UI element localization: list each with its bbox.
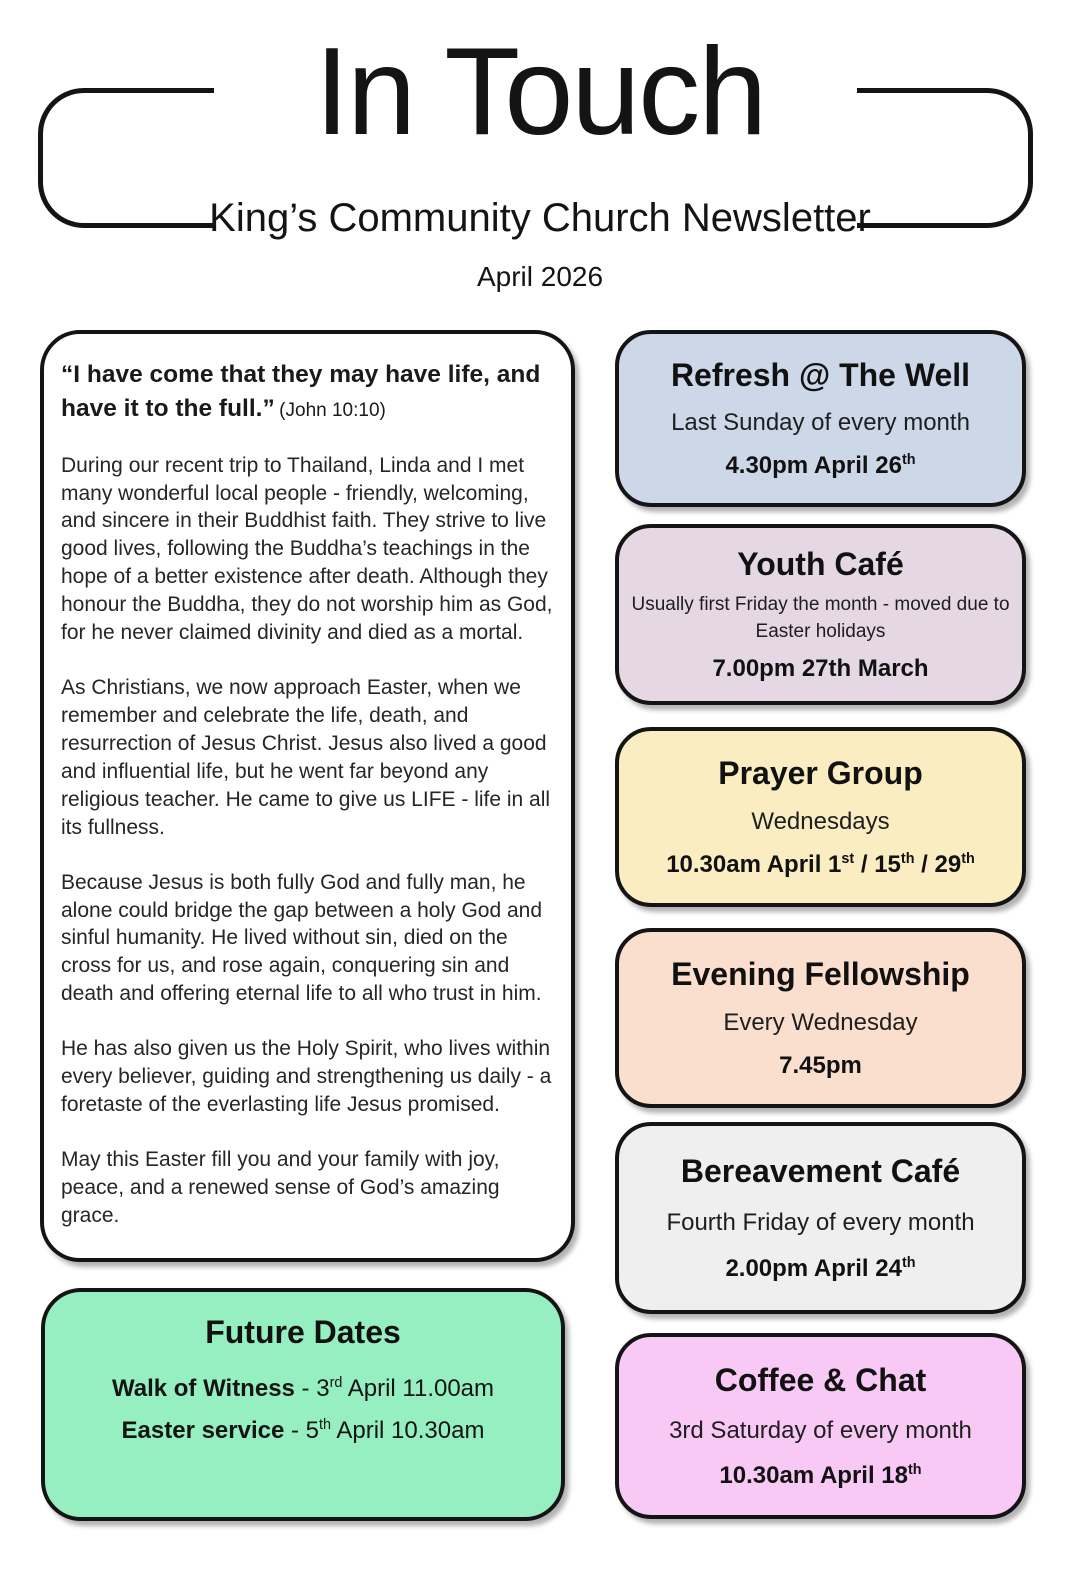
scripture-quote: “I have come that they may have life, and have it to the full.” xyxy=(61,361,541,422)
article-paragraph-4: He has also given us the Holy Spirit, who lives within every believer, guiding and strengthening us daily - a foretaste of the everlasting life Jesus promised. xyxy=(61,1037,552,1117)
event-datetime xyxy=(779,1052,862,1080)
future-date-time: April 10.30am xyxy=(331,1417,485,1444)
event-schedule: Fourth Friday of every month xyxy=(666,1208,975,1236)
ordinal-suffix: th xyxy=(319,1417,332,1433)
ordinal-suffix: st xyxy=(841,851,855,868)
event-datetime-text: 2.00pm April 24 xyxy=(725,1255,902,1283)
event-title: Coffee & Chat xyxy=(714,1362,927,1399)
future-dates-title: Future Dates xyxy=(205,1314,401,1350)
event-datetime-text: 7.45pm xyxy=(779,1052,862,1080)
future-date-time: April 11.00am xyxy=(342,1375,495,1402)
event-schedule: Last Sunday of every month xyxy=(671,409,970,436)
event-title: Refresh @ The Well xyxy=(670,357,971,393)
event-note xyxy=(631,592,1009,645)
future-dates-card xyxy=(41,1288,565,1521)
event-card-youth-cafe xyxy=(615,524,1026,705)
ordinal-suffix: rd xyxy=(329,1375,343,1391)
event-datetime xyxy=(712,655,928,683)
event-datetime-text: 7.00pm 27th March xyxy=(712,655,929,683)
event-datetime-text: 10.30am April 18 xyxy=(719,1461,908,1489)
event-schedule: 3rd Saturday of every month xyxy=(669,1416,972,1444)
future-date-item-easter-service xyxy=(45,1417,561,1445)
event-card-refresh-at-the-well xyxy=(615,330,1026,507)
ordinal-suffix: th xyxy=(901,1255,916,1272)
event-card-prayer-group xyxy=(615,727,1026,907)
future-date-event-name: Walk of Witness xyxy=(111,1375,295,1402)
event-datetime-text: 10.30am April 1 xyxy=(666,851,842,879)
pastoral-letter-card xyxy=(40,330,575,1262)
event-title: Bereavement Café xyxy=(680,1152,961,1189)
issue-date: April 2026 xyxy=(476,261,604,292)
article-paragraph-3: Because Jesus is both fully God and fully man, he alone could bridge the gap between a holy God and sinful humanity. He lived without sin, died on the cross for us, and rose again, conquering sin and death and offering eternal life to all who trust in him. xyxy=(61,870,543,1006)
event-datetime-text: 4.30pm April 26 xyxy=(725,452,902,479)
event-schedule: Wednesdays xyxy=(751,807,890,835)
scripture-reference: (John 10:10) xyxy=(279,399,386,421)
future-date-event-name: Easter service xyxy=(121,1417,285,1444)
ordinal-suffix: th xyxy=(961,851,975,868)
event-datetime xyxy=(719,1462,921,1490)
ordinal-suffix: th xyxy=(900,851,915,868)
article-paragraph-1: During our recent trip to Thailand, Linda and I met many wonderful local people - friendly, welcoming, and sincere in their Buddhist faith. They strive to live good lives, following the Buddha’s teachings in the hope of a better existence after death. Although they honour the Buddha, they do not worship him as God, for he never claimed divinity and died as a mortal. xyxy=(61,453,553,645)
event-note-line-2: Easter holidays xyxy=(755,621,886,642)
future-date-day: - 5 xyxy=(284,1417,320,1444)
event-schedule: Every Wednesday xyxy=(723,1008,918,1036)
scripture-quote-block xyxy=(61,358,556,426)
future-date-day: - 3 xyxy=(294,1375,330,1402)
ordinal-suffix: th xyxy=(901,452,916,468)
event-title: Prayer Group xyxy=(718,754,923,791)
article-paragraph-2: As Christians, we now approach Easter, when we remember and celebrate the life, death, and resurrection of Jesus Christ. Jesus also lived a good and influential life, but he went far beyond any religious teacher. He came to give us LIFE - life in all its fullness. xyxy=(61,676,551,839)
event-datetime xyxy=(725,452,915,480)
event-title: Evening Fellowship xyxy=(671,955,970,992)
newsletter-subtitle: King’s Community Church Newsletter xyxy=(209,196,871,240)
newsletter-title: In Touch xyxy=(314,23,766,161)
event-datetime-text: / 29 xyxy=(914,851,962,879)
event-note-line-1: Usually first Friday the month - moved due to xyxy=(631,594,1010,616)
article-paragraph-5: May this Easter fill you and your family with joy, peace, and a renewed sense of God’s amazing grace. xyxy=(61,1147,500,1227)
event-datetime-text: / 15 xyxy=(854,851,901,879)
event-card-bereavement-cafe xyxy=(615,1122,1026,1314)
event-datetime xyxy=(666,851,975,879)
event-title: Youth Café xyxy=(737,545,904,582)
ordinal-suffix: th xyxy=(907,1461,922,1478)
event-card-evening-fellowship xyxy=(615,928,1026,1108)
future-date-item-walk-of-witness xyxy=(45,1375,561,1403)
event-card-coffee-and-chat xyxy=(615,1333,1026,1519)
event-datetime xyxy=(725,1255,915,1283)
